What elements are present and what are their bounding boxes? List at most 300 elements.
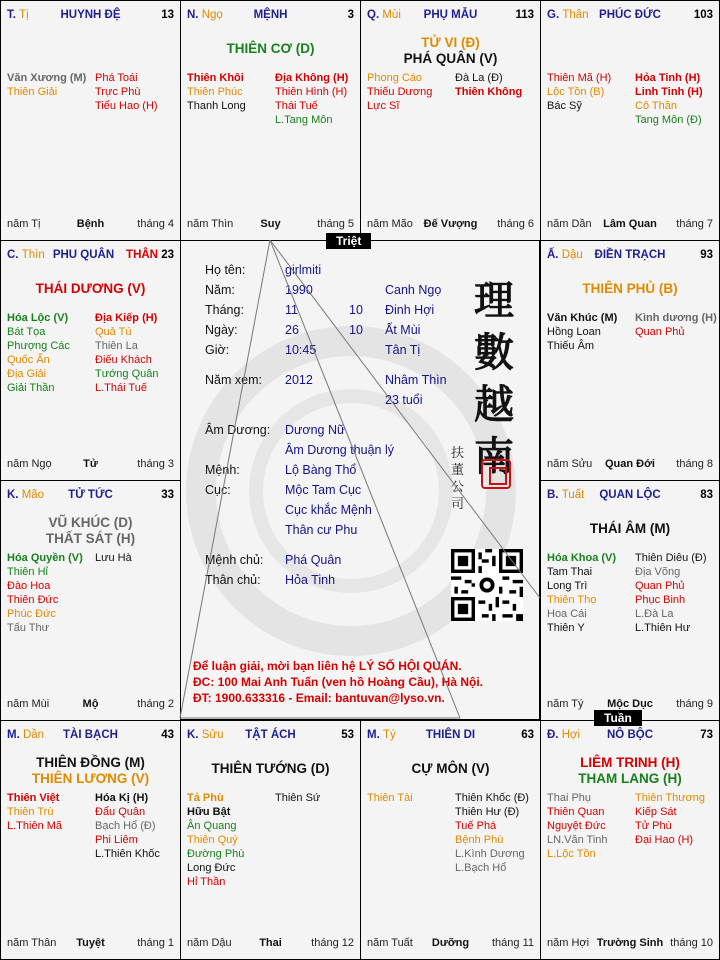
palace-cell	[0, 480, 181, 721]
main-stars	[361, 761, 540, 777]
calligraphy-char: 南	[474, 433, 514, 480]
minor-star: Tam Thai	[547, 566, 593, 578]
main-stars	[541, 281, 719, 297]
left-star-column	[7, 551, 83, 635]
minor-star: L.Thiên Hư	[635, 622, 691, 634]
palace-name: QUAN LỘC	[599, 489, 661, 501]
palace-cell	[540, 720, 720, 960]
palace-branch: Dần	[22, 729, 45, 741]
minor-star: Thiên Hỉ	[7, 566, 48, 578]
palace-year: năm Tị	[7, 218, 41, 230]
palace-footer	[187, 218, 354, 232]
minor-star: Linh Tinh (H)	[635, 86, 703, 98]
palace-month: tháng 1	[137, 937, 174, 949]
palace-year: năm Sửu	[547, 458, 593, 470]
value-nam-xem-can: Nhâm Thìn	[385, 373, 447, 387]
palace-cell	[540, 480, 720, 721]
palace-name: TÀI BẠCH	[63, 729, 118, 741]
palace-stem: B.	[547, 489, 559, 501]
palace-number: 113	[515, 9, 534, 21]
minor-star: Đẩu Quân	[95, 806, 146, 818]
label-than-chu: Thân chủ:	[205, 573, 261, 587]
minor-star: Hóa Kị (H)	[95, 792, 149, 804]
palace-stem: N.	[187, 9, 199, 21]
main-stars	[361, 35, 540, 67]
minor-star: Tả Phù	[187, 792, 224, 804]
palace-stage: Thai	[259, 937, 282, 949]
minor-star: Văn Khúc (M)	[547, 312, 618, 324]
palace-footer	[7, 218, 174, 232]
palace-header	[7, 249, 174, 265]
minor-star: Giải Thần	[7, 382, 55, 394]
minor-star: Đà La (Đ)	[455, 72, 503, 84]
minor-star: Thiên La	[95, 340, 138, 352]
minor-star: Thiên Hình (H)	[275, 86, 348, 98]
palace-number: 63	[521, 729, 534, 741]
right-star-column	[95, 311, 159, 395]
palace-header	[367, 729, 534, 745]
minor-star: Long Trì	[547, 580, 588, 592]
minor-star: Thiên Trù	[7, 806, 54, 818]
value-thang: 11	[285, 303, 298, 317]
left-star-column	[187, 71, 246, 113]
palace-cell	[0, 0, 181, 241]
main-star: LIÊM TRINH (H)	[580, 755, 680, 770]
palace-number: 13	[161, 9, 174, 21]
minor-star: Đường Phù	[187, 848, 245, 860]
minor-star: Thiên Hư (Đ)	[455, 806, 520, 818]
right-star-column	[95, 71, 158, 113]
minor-star: Thiếu Dương	[367, 86, 433, 98]
palace-year: năm Thìn	[187, 218, 234, 230]
minor-star: Hóa Quyền (V)	[7, 552, 83, 564]
minor-star: Tang Môn (Đ)	[635, 114, 702, 126]
minor-star: Tử Phù	[635, 820, 672, 832]
minor-star: Phá Toái	[95, 72, 138, 84]
palace-footer	[7, 698, 174, 712]
minor-star: L.Thiên Khốc	[95, 848, 160, 860]
minor-star: Thiên Khôi	[187, 72, 244, 84]
minor-star: Địa Võng	[635, 566, 681, 578]
minor-star: Quốc Ấn	[7, 354, 50, 366]
palace-stage: Mộ	[82, 698, 99, 710]
palace-number: 3	[347, 9, 354, 21]
minor-star: L.Lộc Tồn	[547, 848, 596, 860]
minor-star: Thiên Sứ	[275, 792, 321, 804]
main-stars	[181, 41, 360, 57]
minor-star: Thái Tuế	[275, 100, 318, 112]
left-star-column	[7, 311, 70, 395]
minor-star: Hỉ Thần	[187, 876, 226, 888]
palace-cell	[180, 720, 361, 960]
main-star: VŨ KHÚC (D)	[48, 515, 133, 530]
palace-month: tháng 12	[311, 937, 354, 949]
value-menh: Lộ Bàng Thổ	[285, 463, 357, 477]
value-thang-can: Đinh Hợi	[385, 303, 435, 317]
label-menh: Mệnh:	[205, 463, 240, 477]
right-star-column	[635, 71, 703, 127]
minor-star: Đào Hoa	[7, 580, 51, 592]
minor-star: Thiên Quý	[187, 834, 238, 846]
palace-month: tháng 7	[676, 218, 713, 230]
palace-stem: T.	[7, 9, 16, 21]
value-than-chu: Hỏa Tinh	[285, 573, 336, 587]
main-star: THIÊN TƯỚNG (D)	[211, 761, 330, 776]
value-menh-chu: Phá Quân	[285, 553, 342, 567]
value-nam-xem: 2012	[285, 373, 313, 387]
minor-star: Thiên Phúc	[187, 86, 243, 98]
palace-branch: Thân	[562, 9, 589, 21]
label-thang: Tháng:	[205, 303, 244, 317]
value-gio-can: Tân Tị	[385, 343, 421, 357]
palace-stage: Bệnh	[76, 218, 105, 230]
palace-year: năm Dần	[547, 218, 592, 230]
value-cuc: Mộc Tam Cục	[285, 483, 362, 497]
minor-star: Địa Kiếp (H)	[95, 312, 158, 324]
minor-star: Trực Phù	[95, 86, 141, 98]
palace-branch: Ngọ	[201, 9, 223, 21]
minor-star: Quan Phủ	[635, 326, 685, 338]
minor-star: Tiểu Hao (H)	[95, 100, 158, 112]
palace-footer	[367, 218, 534, 232]
minor-star: Thai Phụ	[547, 792, 592, 804]
palace-footer	[547, 458, 713, 472]
right-star-column	[275, 791, 320, 805]
minor-star: Thiên Y	[547, 622, 585, 634]
value-ngay-can: Ất Mùi	[385, 323, 421, 337]
right-star-column	[635, 791, 705, 847]
value-am-duong: Dương Nữ	[285, 423, 346, 437]
palace-name: HUYNH ĐỆ	[60, 9, 121, 21]
minor-star: Phi Liêm	[95, 834, 138, 846]
sub-calligraphy: 扶董公司	[451, 446, 465, 512]
palace-header	[547, 9, 713, 25]
label-menh-chu: Mệnh chủ:	[205, 553, 264, 567]
palace-number: 103	[693, 9, 713, 21]
minor-star: Long Đức	[187, 862, 236, 874]
palace-year: năm Dậu	[187, 937, 232, 949]
red-seal-stamp	[481, 459, 511, 489]
left-star-column	[547, 791, 608, 861]
left-star-column	[547, 311, 617, 353]
left-star-column	[367, 71, 432, 113]
palace-cell	[360, 0, 541, 241]
palace-branch: Mùi	[382, 9, 401, 21]
main-star: THIÊN ĐỒNG (M)	[36, 755, 145, 770]
minor-star: L.Đà La	[635, 608, 674, 620]
palace-header	[547, 249, 713, 265]
value-nam: 1990	[285, 283, 313, 297]
palace-header	[7, 9, 174, 25]
than-marker: THÂN	[126, 249, 158, 261]
minor-star: L.Thái Tuế	[95, 382, 147, 394]
palace-header	[547, 729, 713, 745]
palace-year: năm Tý	[547, 698, 584, 710]
palace-stem: Đ.	[547, 729, 559, 741]
value-nam-can: Canh Ngọ	[385, 283, 442, 297]
minor-star: Thiên Thương	[635, 792, 706, 804]
minor-star: Bệnh Phù	[455, 834, 504, 846]
palace-year: năm Thân	[7, 937, 57, 949]
minor-star: Lưu Hà	[95, 552, 132, 564]
minor-star: Thiên Không	[455, 86, 523, 98]
label-am-duong: Âm Dương:	[205, 423, 271, 437]
minor-star: Thiên Quan	[547, 806, 605, 818]
main-star: THIÊN PHỦ (B)	[582, 281, 678, 296]
palace-year: năm Ngọ	[7, 458, 52, 470]
palace-stage: Mộc Dục	[607, 698, 653, 710]
minor-star: Hoa Cái	[547, 608, 587, 620]
minor-star: L.Tang Môn	[275, 114, 333, 126]
center-info-panel	[180, 240, 540, 720]
right-star-column	[95, 791, 160, 861]
palace-name: NÔ BỘC	[607, 729, 653, 741]
minor-star: Thiếu Âm	[547, 340, 595, 352]
palace-footer	[547, 218, 713, 232]
minor-star: Phượng Các	[7, 340, 70, 352]
minor-star: Địa Giải	[7, 368, 47, 380]
minor-star: L.Kình Dương	[455, 848, 525, 860]
label-nam-xem: Năm xem:	[205, 373, 262, 387]
value-thang-al: 10	[349, 303, 363, 317]
palace-stem: M.	[367, 729, 380, 741]
minor-star: Quan Phủ	[635, 580, 685, 592]
main-stars	[541, 521, 719, 537]
palace-stem: K.	[187, 729, 199, 741]
left-star-column	[7, 71, 86, 99]
palace-year: năm Mùi	[7, 698, 50, 710]
palace-name: THIÊN DI	[425, 729, 476, 741]
main-stars	[541, 755, 719, 787]
palace-header	[187, 9, 354, 25]
palace-name: TỬ TỨC	[68, 489, 113, 501]
palace-stem: G.	[547, 9, 560, 21]
calligraphy	[471, 275, 517, 483]
palace-name: PHỤ MẪU	[423, 9, 478, 21]
minor-star: Điếu Khách	[95, 354, 152, 366]
palace-stem: K.	[7, 489, 19, 501]
minor-star: Bạch Hổ (Đ)	[95, 820, 156, 832]
palace-branch: Tị	[19, 9, 29, 21]
qr-code-icon	[451, 549, 523, 621]
minor-star: Thiên Thọ	[547, 594, 597, 606]
palace-month: tháng 9	[676, 698, 713, 710]
palace-stage: Tử	[83, 458, 98, 470]
palace-header	[7, 729, 174, 745]
palace-header	[7, 489, 174, 505]
minor-star: Thiên Đức	[7, 594, 59, 606]
right-star-column	[635, 551, 707, 635]
palace-header	[547, 489, 713, 505]
palace-branch: Thìn	[21, 249, 45, 261]
minor-star: Lộc Tồn (B)	[547, 86, 605, 98]
main-star: THÁI DƯƠNG (V)	[35, 281, 146, 296]
left-star-column	[547, 71, 611, 113]
right-star-column	[275, 71, 348, 127]
minor-star: Bác Sỹ	[547, 100, 582, 112]
minor-star: Ân Quang	[187, 820, 237, 832]
minor-star: Tấu Thư	[7, 622, 50, 634]
value-tuoi: 23 tuổi	[385, 393, 423, 407]
palace-year: năm Tuất	[367, 937, 413, 949]
palace-month: tháng 6	[497, 218, 534, 230]
palace-year: năm Hợi	[547, 937, 590, 949]
main-star: THIÊN CƠ (D)	[226, 41, 315, 56]
minor-star: Kiếp Sát	[635, 806, 677, 818]
palace-month: tháng 2	[137, 698, 174, 710]
palace-branch: Tý	[382, 729, 396, 741]
minor-star: Hóa Khoa (V)	[547, 552, 617, 564]
main-stars	[1, 515, 180, 547]
label-nam: Năm:	[205, 283, 235, 297]
main-star: THẤT SÁT (H)	[45, 531, 136, 546]
palace-month: tháng 11	[491, 937, 534, 949]
minor-star: Quả Tú	[95, 326, 132, 338]
main-stars	[1, 281, 180, 297]
palace-month: tháng 4	[137, 218, 174, 230]
palace-number: 83	[700, 489, 713, 501]
palace-cell	[0, 720, 181, 960]
minor-star: Hỏa Tinh (H)	[635, 72, 701, 84]
main-stars	[181, 761, 360, 777]
palace-cell	[540, 0, 720, 241]
value-cuc-2: Cục khắc Mệnh	[285, 503, 372, 517]
main-star: THÁI ÂM (M)	[589, 521, 671, 536]
minor-star: LN.Văn Tinh	[547, 834, 608, 846]
palace-name: PHÚC ĐỨC	[599, 9, 661, 21]
minor-star: Phục Binh	[635, 594, 686, 606]
palace-number: 93	[700, 249, 713, 261]
palace-stage: Suy	[260, 218, 281, 230]
tuan-marker: Tuần	[594, 710, 642, 726]
right-star-column	[455, 791, 529, 875]
minor-star: Thiên Việt	[7, 792, 60, 804]
left-star-column	[547, 551, 616, 635]
palace-header	[187, 729, 354, 745]
palace-stage: Trường Sinh	[596, 937, 664, 949]
calligraphy-char: 理	[474, 277, 514, 324]
palace-footer	[547, 937, 713, 951]
palace-name: PHU QUÂN	[52, 249, 115, 261]
minor-star: Hóa Lộc (V)	[7, 312, 69, 324]
palace-name: TẬT ÁCH	[245, 729, 296, 741]
contact-line-1: Để luận giải, mời bạn liên hệ LÝ SỐ HỘI QUÁN.	[193, 659, 462, 673]
main-star: PHÁ QUÂN (V)	[403, 51, 498, 66]
palace-year: năm Mão	[367, 218, 413, 230]
palace-header	[367, 9, 534, 25]
minor-star: Thiên Khốc (Đ)	[455, 792, 529, 804]
palace-branch: Dậu	[561, 249, 583, 261]
minor-star: Cô Thần	[635, 100, 677, 112]
palace-footer	[367, 937, 534, 951]
left-star-column	[187, 791, 244, 889]
palace-stage: Dưỡng	[431, 937, 470, 949]
palace-footer	[7, 458, 174, 472]
palace-stage: Lâm Quan	[603, 218, 657, 230]
minor-star: Thiên Diêu (Đ)	[635, 552, 707, 564]
main-star: THIÊN LƯƠNG (V)	[31, 771, 150, 786]
minor-star: Thiên Giải	[7, 86, 58, 98]
palace-number: 43	[161, 729, 174, 741]
value-ho-ten: girlmiti	[285, 263, 322, 277]
calligraphy-char: 越	[474, 381, 514, 428]
palace-stage: Tuyệt	[76, 937, 105, 949]
contact-line-2: ĐC: 100 Mai Anh Tuấn (ven hồ Hoàng Cầu), Hà Nội.	[193, 675, 484, 689]
minor-star: Thiên Tài	[367, 792, 413, 804]
palace-cell	[0, 240, 181, 481]
value-cuc-3: Thân cư Phu	[285, 523, 358, 537]
main-star: THAM LANG (H)	[578, 771, 682, 786]
palace-month: tháng 3	[137, 458, 174, 470]
calligraphy-char: 數	[474, 329, 514, 376]
minor-star: Hữu Bật	[187, 806, 231, 818]
main-stars	[1, 755, 180, 787]
palace-month: tháng 8	[676, 458, 713, 470]
palace-cell	[180, 0, 361, 241]
triet-marker: Triệt	[326, 233, 371, 249]
minor-star: L.Thiên Mã	[7, 820, 63, 832]
palace-number: 23	[161, 249, 174, 261]
palace-cell	[540, 240, 720, 481]
minor-star: Tướng Quân	[95, 368, 159, 380]
palace-month: tháng 5	[317, 218, 354, 230]
main-star: TỬ VI (Đ)	[421, 35, 480, 50]
minor-star: Văn Xương (M)	[7, 72, 87, 84]
palace-number: 33	[161, 489, 174, 501]
minor-star: L.Bạch Hổ	[455, 862, 507, 874]
palace-number: 73	[700, 729, 713, 741]
palace-stem: Q.	[367, 9, 380, 21]
value-gio: 10:45	[285, 343, 317, 357]
minor-star: Địa Không (H)	[275, 72, 349, 84]
minor-star: Lực Sĩ	[367, 100, 400, 112]
minor-star: Bát Tọa	[7, 326, 46, 338]
minor-star: Kình dương (H)	[635, 312, 717, 324]
palace-stem: M.	[7, 729, 20, 741]
main-star: CỰ MÔN (V)	[411, 761, 490, 776]
left-star-column	[7, 791, 62, 833]
right-star-column	[635, 311, 717, 339]
label-gio: Giờ:	[205, 343, 230, 357]
minor-star: Tuế Phá	[455, 820, 497, 832]
contact-line-3: ĐT: 1900.633316 - Email: bantuvan@lyso.vn.	[193, 691, 445, 705]
palace-stage: Quan Đới	[605, 458, 655, 470]
palace-footer	[7, 937, 174, 951]
value-ngay-al: 10	[349, 323, 363, 337]
palace-branch: Mão	[21, 489, 45, 501]
minor-star: Đại Hao (H)	[635, 834, 694, 846]
palace-number: 53	[341, 729, 354, 741]
value-ngay: 26	[285, 323, 299, 337]
palace-branch: Sửu	[201, 729, 224, 741]
palace-cell	[360, 720, 541, 960]
minor-star: Nguyệt Đức	[547, 820, 606, 832]
minor-star: Hồng Loan	[547, 326, 601, 338]
palace-month: tháng 10	[670, 937, 713, 949]
label-ngay: Ngày:	[205, 323, 238, 337]
minor-star: Phong Cáo	[367, 72, 423, 84]
minor-star: Phúc Đức	[7, 608, 56, 620]
palace-stem: C.	[7, 249, 19, 261]
label-cuc: Cục:	[205, 483, 231, 497]
right-star-column	[95, 551, 132, 565]
value-am-duong-2: Âm Dương thuận lý	[285, 443, 394, 457]
minor-star: Thanh Long	[187, 100, 246, 112]
palace-branch: Hợi	[561, 729, 581, 741]
palace-stage: Đế Vượng	[423, 218, 478, 230]
minor-star: Thiên Mã (H)	[547, 72, 612, 84]
left-star-column	[367, 791, 413, 805]
